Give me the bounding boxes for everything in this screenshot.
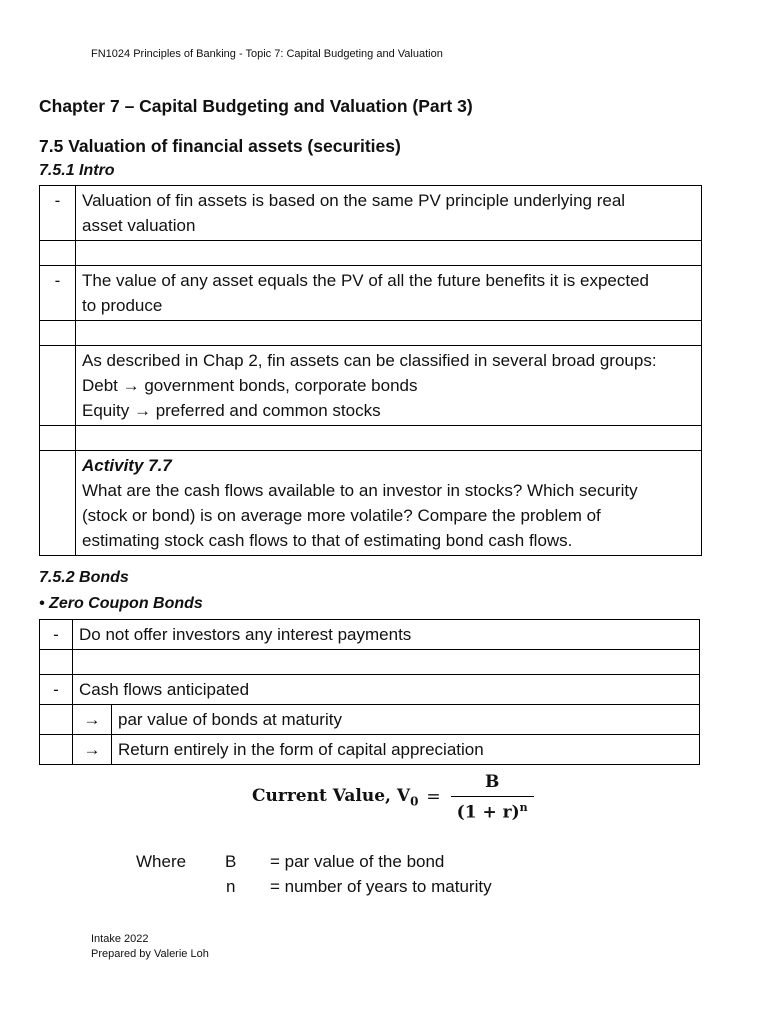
row-marker [40, 321, 76, 346]
section-title: 7.5 Valuation of financial assets (securities) [39, 136, 401, 156]
zero-coupon-bullet: • Zero Coupon Bonds [39, 595, 203, 612]
text-line: asset valuation [82, 216, 196, 235]
row-marker [40, 451, 76, 556]
row-marker [40, 705, 73, 735]
row-marker [40, 346, 76, 426]
row-text [76, 321, 702, 346]
text-line: Debt → government bonds, corporate bonds [82, 376, 418, 395]
table-row [40, 705, 700, 735]
table-row [40, 451, 702, 556]
text-line: estimating stock cash flows to that of estimating bond cash flows. [82, 531, 573, 550]
arrow-icon: → [73, 735, 112, 765]
chapter-title: Chapter 7 – Capital Budgeting and Valuation (Part 3) [39, 96, 473, 116]
table-row [40, 620, 700, 650]
footer-author: Prepared by Valerie Loh [91, 948, 209, 960]
row-text [76, 426, 702, 451]
formula-denominator: $(1 + r)^n$ [451, 796, 534, 823]
where-definition: = par value of the bond [270, 852, 445, 871]
text-line: to produce [82, 296, 163, 315]
current-value-formula [252, 772, 534, 823]
row-text: Cash flows anticipated [73, 675, 700, 705]
table-row [40, 241, 702, 266]
table-row [40, 426, 702, 451]
activity-box [76, 451, 702, 556]
row-text [76, 346, 702, 426]
row-text [76, 186, 702, 241]
text-line: What are the cash flows available to an investor in stocks? Which security [82, 481, 638, 500]
text-line: Valuation of fin assets is based on the same PV principle underlying real [82, 191, 626, 210]
subsection-bonds-title: 7.5.2 Bonds [39, 569, 129, 586]
row-marker [40, 426, 76, 451]
footer-intake: Intake 2022 [91, 933, 149, 945]
text-line: The value of any asset equals the PV of all the future benefits it is expected [82, 271, 650, 290]
text-line: As described in Chap 2, fin assets can be classified in several broad groups: [82, 351, 657, 370]
row-text: par value of bonds at maturity [112, 705, 700, 735]
row-text [76, 241, 702, 266]
formula-equals: = [426, 787, 441, 808]
arrow-icon: → [73, 705, 112, 735]
row-marker: - [40, 266, 76, 321]
table-row [40, 650, 700, 675]
where-definition: = number of years to maturity [270, 877, 492, 896]
page-header: FN1024 Principles of Banking - Topic 7: Capital Budgeting and Valuation [91, 48, 443, 60]
formula-lhs: Current Value, $V_0$ [252, 786, 419, 809]
table-row [40, 735, 700, 765]
subsection-intro-title: 7.5.1 Intro [39, 162, 115, 179]
where-symbol: B [225, 852, 237, 871]
table-row [40, 675, 700, 705]
where-label: Where [136, 852, 187, 871]
row-text [76, 266, 702, 321]
row-marker: - [40, 186, 76, 241]
row-marker [40, 735, 73, 765]
text-line: Equity → preferred and common stocks [82, 401, 381, 420]
formula-numerator: B [484, 772, 500, 792]
table-row [40, 346, 702, 426]
row-marker [40, 241, 76, 266]
row-marker: - [40, 620, 73, 650]
text-line: (stock or bond) is on average more volatile? Compare the problem of [82, 506, 601, 525]
row-marker [40, 650, 73, 675]
row-text: Do not offer investors any interest payments [73, 620, 700, 650]
zero-coupon-table [39, 619, 700, 765]
intro-table [39, 185, 702, 556]
row-marker: - [40, 675, 73, 705]
row-text: Return entirely in the form of capital appreciation [112, 735, 700, 765]
table-row [40, 321, 702, 346]
where-symbol: n [226, 877, 236, 896]
table-row [40, 266, 702, 321]
activity-title: Activity 7.7 [82, 456, 172, 475]
formula-fraction [451, 772, 534, 823]
table-row [40, 186, 702, 241]
row-text [73, 650, 700, 675]
